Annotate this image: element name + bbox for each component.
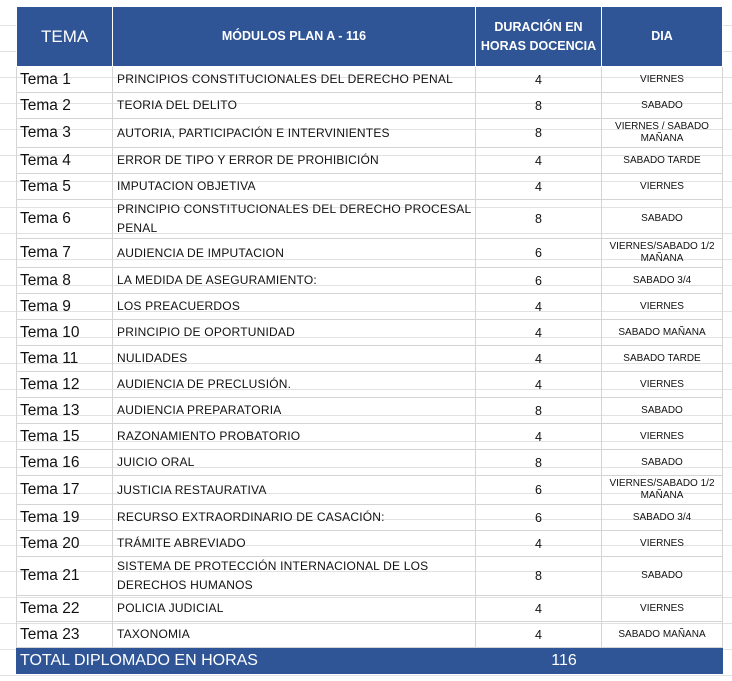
cell-dia[interactable]: SABADO (602, 450, 723, 476)
cell-modulo[interactable]: POLICIA JUDICIAL (113, 596, 476, 622)
cell-horas[interactable]: 4 (476, 148, 602, 174)
cell-modulo[interactable]: AUDIENCIA PREPARATORIA (113, 398, 476, 424)
cell-horas[interactable]: 8 (476, 557, 602, 596)
cell-modulo[interactable]: PRINCIPIO DE OPORTUNIDAD (113, 320, 476, 346)
table-row (17, 372, 723, 398)
cell-horas[interactable]: 4 (476, 531, 602, 557)
cell-dia[interactable]: SABADO MAÑANA (602, 320, 723, 346)
cell-dia[interactable]: SABADO MAÑANA (602, 622, 723, 648)
cell-modulo[interactable]: LA MEDIDA DE ASEGURAMIENTO: (113, 268, 476, 294)
table-row (17, 450, 723, 476)
cell-dia[interactable]: SABADO 3/4 (602, 505, 723, 531)
cell-tema[interactable]: Tema 1 (17, 67, 113, 93)
cell-modulo[interactable]: JUSTICIA RESTAURATIVA (113, 476, 476, 505)
cell-modulo[interactable]: RAZONAMIENTO PROBATORIO (113, 424, 476, 450)
cell-dia[interactable]: VIERNES/SABADO 1/2 MAÑANA (602, 476, 723, 505)
cell-tema[interactable]: Tema 6 (17, 200, 113, 239)
cell-dia[interactable]: VIERNES (602, 174, 723, 200)
table-row (17, 622, 723, 648)
cell-horas[interactable]: 8 (476, 93, 602, 119)
cell-horas[interactable]: 4 (476, 596, 602, 622)
cell-tema[interactable]: Tema 20 (17, 531, 113, 557)
table-row (17, 531, 723, 557)
table-row (17, 200, 723, 239)
table-row (17, 476, 723, 505)
cell-tema[interactable]: Tema 10 (17, 320, 113, 346)
cell-dia[interactable]: VIERNES (602, 531, 723, 557)
cell-modulo[interactable]: SISTEMA DE PROTECCIÓN INTERNACIONAL DE LOS DERECHOS HUMANOS (113, 557, 476, 596)
cell-tema[interactable]: Tema 11 (17, 346, 113, 372)
cell-modulo[interactable]: TAXONOMIA (113, 622, 476, 648)
cell-tema[interactable]: Tema 19 (17, 505, 113, 531)
cell-dia[interactable]: SABADO (602, 557, 723, 596)
cell-modulo[interactable]: AUDIENCIA DE PRECLUSIÓN. (113, 372, 476, 398)
table-row (17, 148, 723, 174)
cell-tema[interactable]: Tema 13 (17, 398, 113, 424)
cell-horas[interactable]: 6 (476, 476, 602, 505)
cell-horas[interactable]: 4 (476, 67, 602, 93)
header-duracion[interactable]: DURACIÓN EN HORAS DOCENCIA (476, 7, 602, 67)
table-row (17, 557, 723, 596)
cell-dia[interactable]: VIERNES (602, 596, 723, 622)
table-row (17, 239, 723, 268)
cell-horas[interactable]: 4 (476, 372, 602, 398)
total-label[interactable]: TOTAL DIPLOMADO EN HORAS (17, 648, 476, 674)
cell-tema[interactable]: Tema 2 (17, 93, 113, 119)
cell-dia[interactable]: VIERNES (602, 372, 723, 398)
cell-modulo[interactable]: PRINCIPIOS CONSTITUCIONALES DEL DERECHO PENAL (113, 67, 476, 93)
cell-modulo[interactable]: LOS PREACUERDOS (113, 294, 476, 320)
table-row (17, 174, 723, 200)
cell-modulo[interactable]: AUDIENCIA DE IMPUTACION (113, 239, 476, 268)
header-modulos[interactable]: MÓDULOS PLAN A - 116 (113, 7, 476, 67)
cell-horas[interactable]: 8 (476, 450, 602, 476)
cell-tema[interactable]: Tema 23 (17, 622, 113, 648)
cell-tema[interactable]: Tema 15 (17, 424, 113, 450)
table-row (17, 119, 723, 148)
cell-dia[interactable]: VIERNES (602, 67, 723, 93)
cell-tema[interactable]: Tema 8 (17, 268, 113, 294)
table-row (17, 268, 723, 294)
table-body (17, 67, 723, 648)
table-row (17, 320, 723, 346)
cell-modulo[interactable]: IMPUTACION OBJETIVA (113, 174, 476, 200)
cell-tema[interactable]: Tema 16 (17, 450, 113, 476)
header-row (17, 7, 723, 67)
table-row (17, 93, 723, 119)
total-row (17, 648, 723, 674)
table-row (17, 424, 723, 450)
cell-dia[interactable]: SABADO TARDE (602, 148, 723, 174)
table-row (17, 294, 723, 320)
cell-modulo[interactable]: TEORIA DEL DELITO (113, 93, 476, 119)
cell-horas[interactable]: 6 (476, 505, 602, 531)
cell-horas[interactable]: 4 (476, 424, 602, 450)
cell-tema[interactable]: Tema 22 (17, 596, 113, 622)
cell-dia[interactable]: SABADO (602, 93, 723, 119)
cell-horas[interactable]: 4 (476, 174, 602, 200)
cell-dia[interactable]: VIERNES (602, 294, 723, 320)
cell-modulo[interactable]: RECURSO EXTRAORDINARIO DE CASACIÓN: (113, 505, 476, 531)
cell-dia[interactable]: SABADO 3/4 (602, 268, 723, 294)
total-value[interactable]: 116 (476, 648, 723, 674)
cell-modulo[interactable]: ERROR DE TIPO Y ERROR DE PROHIBICIÓN (113, 148, 476, 174)
cell-horas[interactable]: 4 (476, 294, 602, 320)
cell-dia[interactable]: SABADO (602, 398, 723, 424)
table-row (17, 398, 723, 424)
cell-modulo[interactable]: JUICIO ORAL (113, 450, 476, 476)
cell-modulo[interactable]: AUTORIA, PARTICIPACIÓN E INTERVINIENTES (113, 119, 476, 148)
cell-horas[interactable]: 4 (476, 320, 602, 346)
cell-dia[interactable]: VIERNES / SABADO MAÑANA (602, 119, 723, 148)
cell-horas[interactable]: 8 (476, 200, 602, 239)
modules-table (16, 6, 723, 674)
cell-tema[interactable]: Tema 7 (17, 239, 113, 268)
cell-tema[interactable]: Tema 17 (17, 476, 113, 505)
cell-horas[interactable]: 8 (476, 119, 602, 148)
cell-tema[interactable]: Tema 3 (17, 119, 113, 148)
cell-horas[interactable]: 4 (476, 622, 602, 648)
table-row (17, 67, 723, 93)
header-dia[interactable]: DIA (602, 7, 723, 67)
table-row (17, 596, 723, 622)
cell-tema[interactable]: Tema 21 (17, 557, 113, 596)
header-tema[interactable]: TEMA (17, 7, 113, 67)
cell-modulo[interactable]: PRINCIPIO CONSTITUCIONALES DEL DERECHO PROCESAL PENAL (113, 200, 476, 239)
cell-tema[interactable]: Tema 12 (17, 372, 113, 398)
table-row (17, 505, 723, 531)
cell-horas[interactable]: 4 (476, 346, 602, 372)
cell-horas[interactable]: 6 (476, 239, 602, 268)
cell-horas[interactable]: 8 (476, 398, 602, 424)
cell-dia[interactable]: VIERNES (602, 424, 723, 450)
cell-dia[interactable]: SABADO (602, 200, 723, 239)
cell-tema[interactable]: Tema 4 (17, 148, 113, 174)
table-row (17, 346, 723, 372)
cell-tema[interactable]: Tema 9 (17, 294, 113, 320)
cell-horas[interactable]: 6 (476, 268, 602, 294)
cell-tema[interactable]: Tema 5 (17, 174, 113, 200)
cell-dia[interactable]: SABADO TARDE (602, 346, 723, 372)
cell-modulo[interactable]: TRÁMITE ABREVIADO (113, 531, 476, 557)
cell-dia[interactable]: VIERNES/SABADO 1/2 MAÑANA (602, 239, 723, 268)
cell-modulo[interactable]: NULIDADES (113, 346, 476, 372)
